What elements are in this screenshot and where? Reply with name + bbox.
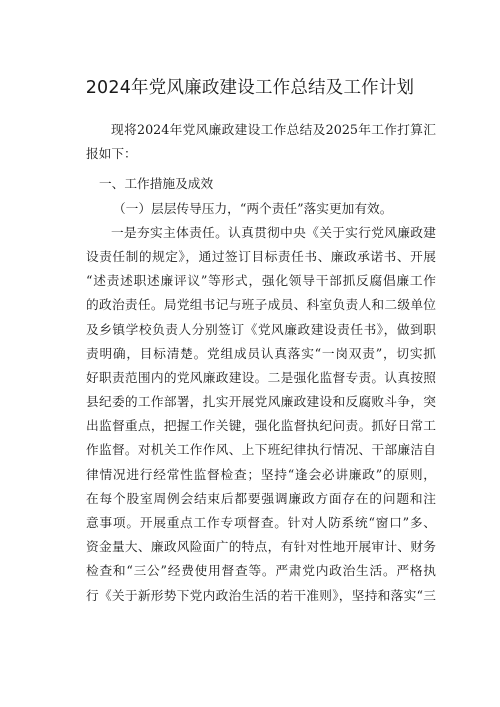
paragraph-line: 好职责范围内的党风廉政建设。二是强化监督专责。认真按照: [86, 369, 436, 385]
paragraph-line: 县纪委的工作部署，扎实开展党风廉政建设和反腐败斗争，突: [86, 394, 436, 410]
paragraph-line: 资金量大、廉政风险面广的特点，有针对性地开展审计、财务: [86, 539, 436, 555]
paragraph-line: 检查和“三公”经费使用督查等。严肃党内政治生活。严格执: [86, 563, 436, 579]
paragraph-line: 意事项。开展重点工作专项督查。针对人防系统“窗口”多、: [86, 515, 436, 530]
paragraph-line: 的政治责任。局党组书记与班子成员、科室负责人和二级单位: [86, 297, 436, 313]
paragraph-line: 及乡镇学校负责人分别签订《党风廉政建设责任书》，做到职: [86, 321, 436, 337]
section-heading: 一、工作措施及成效: [99, 176, 214, 192]
paragraph-line: “述责述职述廉评议”等形式，强化领导干部抓反腐倡廉工作: [86, 273, 436, 289]
intro-line: 现将2024年党风廉政建设工作总结及2025年工作打算汇: [111, 122, 436, 137]
paragraph-line: 责明确，目标清楚。党组成员认真落实“一岗双责”，切实抓: [86, 345, 436, 361]
paragraph-line: 作监督。对机关工作作风、上下班纪律执行情况、干部廉洁自: [86, 442, 436, 458]
paragraph-line: 设责任制的规定》，通过签订目标责任书、廉政承诺书、开展: [86, 248, 436, 264]
subsection-heading: （一）层层传导压力，“两个责任”落实更加有效。: [113, 200, 393, 216]
paragraph-line: 律情况进行经常性监督检查；坚持“逢会必讲廉政”的原则，: [86, 466, 436, 482]
intro-line: 报如下：: [86, 146, 137, 162]
paragraph-line: 行《关于新形势下党内政治生活的若干准则》，坚持和落实“三: [86, 587, 436, 603]
paragraph-line: 出监督重点，把握工作关键，强化监督执纪问责。抓好日常工: [86, 418, 436, 434]
paragraph-line: 在每个股室周例会结束后都要强调廉政方面存在的问题和注: [86, 490, 436, 506]
document-body: [86, 118, 436, 608]
document-title: 2024年党风廉政建设工作总结及工作计划: [85, 77, 415, 98]
paragraph-line: 一是夯实主体责任。认真贯彻中央《关于实行党风廉政建: [111, 224, 436, 240]
